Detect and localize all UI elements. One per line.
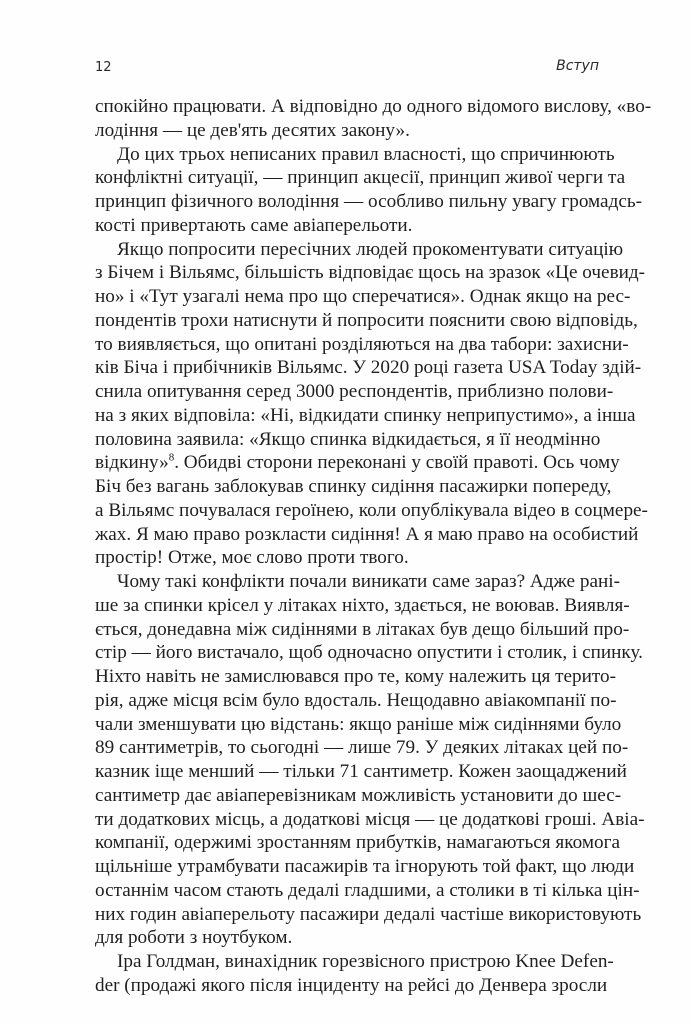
text-line: der (продажі якого після інциденту на рейсі до Денвера зросли (95, 974, 608, 996)
text-line: сантиметр дає авіаперевізникам можливість установити до шес- (95, 784, 622, 806)
section-title: Вступ (556, 58, 599, 74)
text-line: на з яких відповіла: «Ні, відкидати спинку неприпустимо», а інша (95, 404, 636, 426)
text-line: снила опитування серед 3000 респондентів, приблизно полови- (95, 381, 614, 402)
text-line: для роботи з ноутбуком. (95, 927, 293, 949)
text-line: жах. Я маю право розкласти сидіння! А я маю право на особистий (95, 523, 639, 545)
text-line: половина заявила: «Якщо спинка відкидається, я її неодмінно (95, 428, 601, 450)
text-fragment: . Обидві сторони переконані у своїй правоті. Ось чому (174, 452, 620, 474)
text-line: Якщо попросити пересічних людей прокоментувати ситуацію (117, 238, 624, 260)
text-line: Ніхто навіть не замислювався про те, кому належить ця терито- (95, 666, 616, 687)
text-line: щільніше утрамбувати пасажирів та ігнорують той факт, що люди (95, 856, 635, 877)
text-line: но» і «Тут узагалі нема про що сперечатися». Однак якщо на рес- (95, 286, 631, 307)
text-line-with-footnote (95, 451, 620, 475)
paragraph (95, 570, 645, 950)
text-line: Іра Голдман, винахідник горезвісного пристрою Knee Defen- (117, 951, 614, 972)
text-line: простір! Отже, моє слово проти твого. (95, 547, 409, 569)
text-line: конфліктні ситуації, — принцип акцесії, принцип живої черги та (95, 167, 626, 189)
text-line: До цих трьох неписаних правил власності, що спричинюють (117, 143, 615, 165)
text-line: з Бічем і Вільямс, більшість відповідає щось на зразок «Це очевид- (95, 262, 646, 284)
text-line: спокійно працювати. А відповідно до одного відомого вислову, «во- (95, 96, 652, 117)
text-line: лодіння — це дев'ять десятих закону». (95, 119, 410, 141)
text-line: Чому такі конфлікти почали виникати саме зараз? Адже рані- (117, 571, 620, 592)
text-line: останнім часом стають дедалі гладшими, а столики в ті кілька цін- (95, 879, 640, 901)
text-line: казник іще менший — тільки 71 сантиметр. Кожен заощаджений (95, 761, 627, 782)
text-line: ється, донедавна між сидіннями в літаках був дещо більший про- (95, 618, 630, 640)
text-line: компанії, одержимі зростанням прибутків, намагаються якомога (95, 832, 620, 854)
text-line: стір — його вистачало, щоб одночасно опустити і столик, і спинку. (95, 642, 643, 664)
text-line: ків Біча і прибічників Вільямс. У 2020 році газета USA Today здій- (95, 357, 642, 379)
text-fragment: відкину» (95, 452, 169, 474)
text-line: рія, адже місця всім було вдосталь. Нещодавно авіакомпанії по- (95, 689, 617, 711)
paragraph (95, 95, 652, 143)
text-line: то виявляється, що опитані розділяються на два табори: захисни- (95, 333, 629, 355)
text-line: них годин авіаперельоту пасажири дедалі частіше використовують (95, 903, 642, 925)
text-line: кості привертають саме авіаперельоти. (95, 214, 413, 236)
text-line: пондентів трохи натиснути й попросити пояснити свою відповідь, (95, 309, 638, 331)
text-line: 89 сантиметрів, то сьогодні — лише 79. У деяких літаках цей по- (95, 737, 629, 759)
paragraph (95, 950, 614, 998)
text-line: ше за спинки крісел у літаках ніхто, здається, не воював. Виявля- (95, 594, 630, 616)
body-text (95, 95, 652, 998)
text-line: Біч без вагань заблокував спинку сидіння пасажирки попереду, (95, 476, 612, 497)
paragraph (95, 238, 648, 571)
text-line: чали зменшувати цю відстань: якщо раніше між сидіннями було (95, 713, 622, 735)
running-head (95, 58, 599, 80)
footnote-reference[interactable]: 8 (168, 451, 175, 464)
page-number: 12 (95, 60, 112, 75)
paragraph (95, 143, 642, 238)
text-line: а Вільямс почувалася героїнею, коли опублікувала відео в соцмере- (95, 499, 648, 521)
text-line: ти додаткових місць, а додаткові місця — це додаткові гроші. Авіа- (95, 808, 645, 830)
text-line: принцип фізичного володіння — особливо пильну увагу громадсь- (95, 191, 642, 212)
